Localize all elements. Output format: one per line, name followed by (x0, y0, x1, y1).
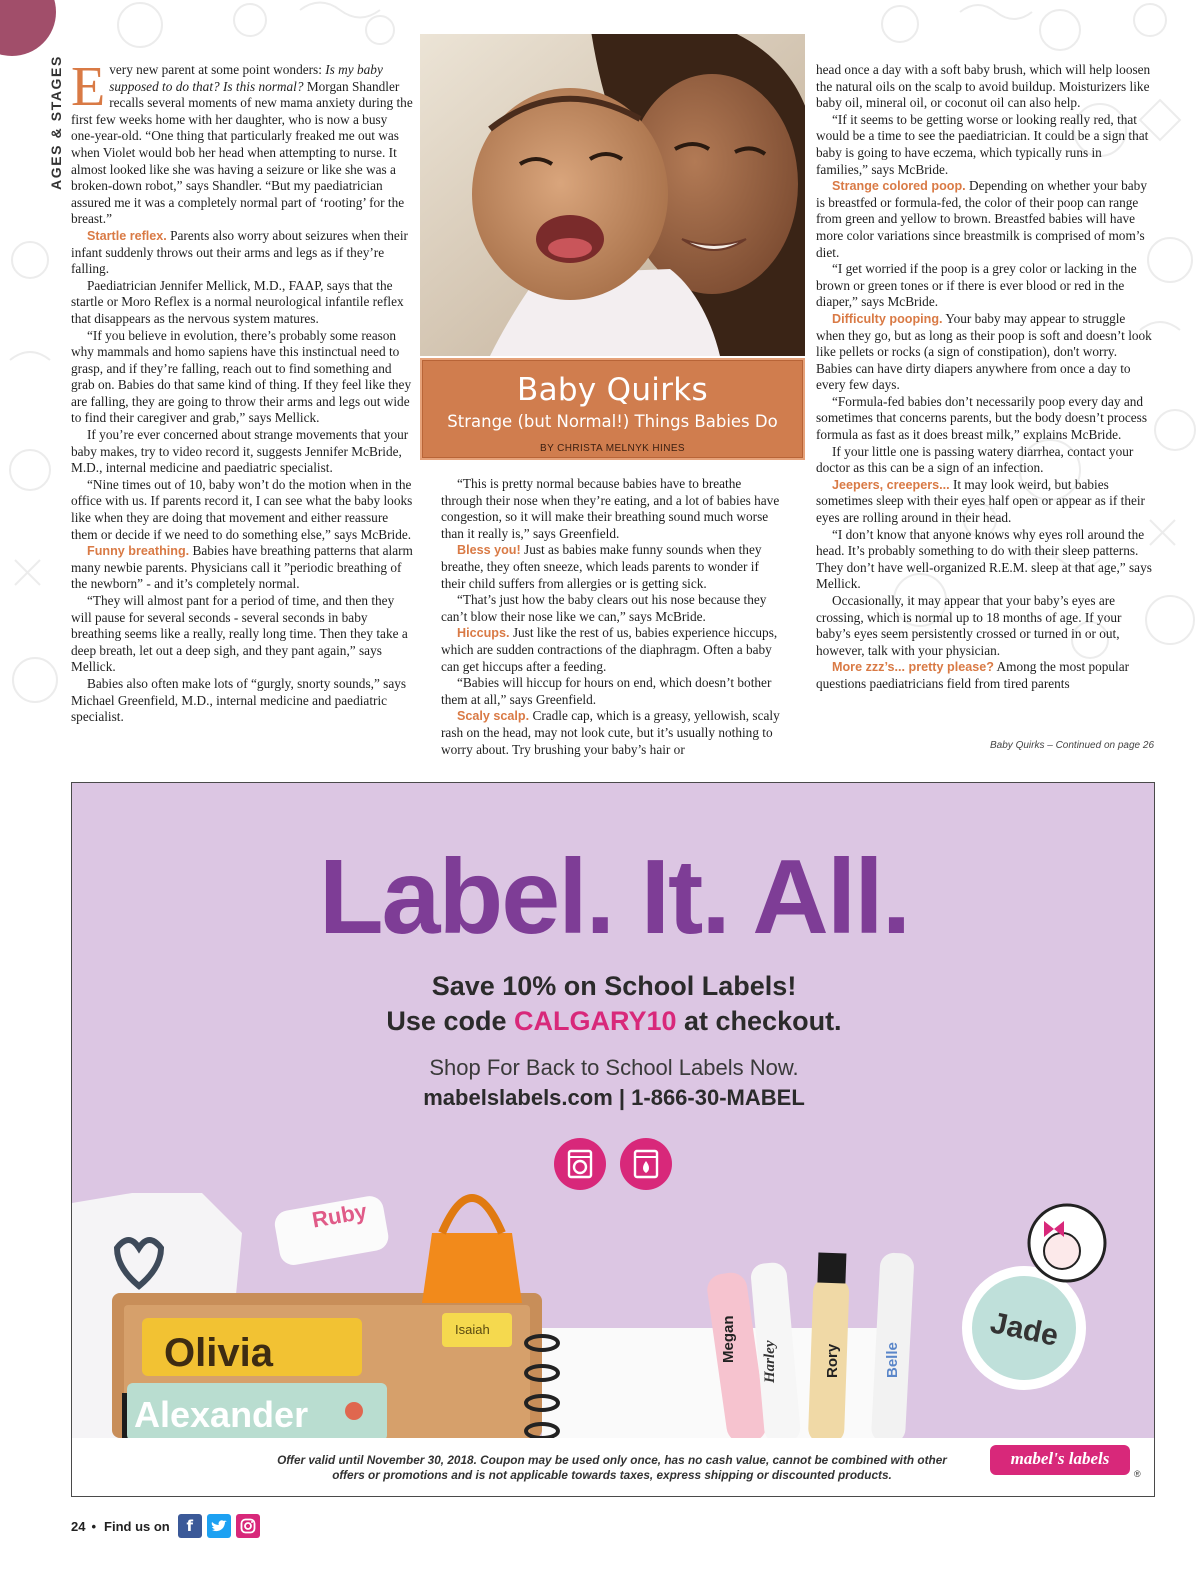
offer-disclaimer: Offer valid until November 30, 2018. Coupon may be used only once, has no cash value, cannot be combined with other offers or promotions and is not applicable towards taxes, express shipping or discounted products. (277, 1453, 947, 1482)
twitter-icon[interactable] (207, 1514, 231, 1538)
paragraph: Bless you! Just as babies make funny sounds when they breathe, they often sneeze, which leads parents to wonder if their child suffers from allergies or is getting sick. (441, 542, 762, 591)
find-us-label: Find us on (104, 1518, 170, 1534)
paragraph: Strange colored poop. Depending on whether your baby is breastfed or formula-fed, the color of their poop can range from green and yellow to brown. Breastfed babies will have more color variations since breastmilk is comprised of mom’s diet. (816, 178, 1147, 260)
subhead-funny-breathing: Funny breathing. (87, 544, 190, 559)
article-subtitle: Strange (but Normal!) Things Babies Do (447, 412, 778, 431)
article-title-box (420, 358, 805, 460)
dishwasher-icon (620, 1138, 672, 1190)
subhead-startle-reflex: Startle reflex. (87, 228, 167, 243)
paragraph: Funny breathing. Babies have breathing patterns that alarm many newbie parents. Physicians call it ”periodic breathing of the newborn” - and it’s completely normal. (71, 543, 413, 592)
label-harley: Harley (762, 1340, 778, 1383)
paragraph: Scaly scalp. Cradle cap, which is a greasy, yellowish, scaly rash on the head, may not look cute, but it’s usually nothing to worry about. Try brushing your baby’s hair or (441, 708, 780, 757)
drop-cap: E (71, 56, 106, 118)
ad-save-line: Save 10% on School Labels! (431, 971, 797, 1001)
paragraph: Occasionally, it may appear that your baby’s eyes are crossing, which is normal up to 18 months of age. If your baby’s eyes seem persistently crossed or turned in or out, however, talk with your physician. (816, 593, 1122, 658)
paragraph: “If you believe in evolution, there’s probably some reason why mammals and homo sapiens have this instinctual need to grasp, and if they’re falling, reach out to find something and grab on. Babies do that same kind of thing. If they feel like they are falling, they are going to throw their arms and legs out wide to find their caregiver and grab,” says Mellick. (71, 327, 412, 426)
paragraph: head once a day with a soft baby brush, which will help loosen the natural oils on the scalp to avoid buildup. Moisturizers like baby oil, mineral oil, or coconut oil can also help. (816, 62, 1151, 111)
footer-bullet: • (91, 1518, 97, 1534)
brand-name: mabel's labels (1010, 1449, 1110, 1468)
subhead-scaly-scalp: Scaly scalp. (457, 709, 530, 724)
subhead-hiccups: Hiccups. (457, 626, 510, 641)
article-title: Baby Quirks (517, 372, 708, 408)
registered-mark: ® (1134, 1469, 1141, 1479)
article-byline: BY CHRISTA MELNYK HINES (540, 443, 685, 454)
label-isaiah: Isaiah (455, 1322, 490, 1337)
instagram-icon[interactable] (236, 1514, 260, 1538)
label-ruby: Ruby (310, 1198, 369, 1233)
facebook-icon[interactable]: f (178, 1514, 202, 1538)
label-megan: Megan (720, 1315, 737, 1363)
paragraph: “Babies will hiccup for hours on end, which doesn’t bother them at all,” says Greenfield. (441, 675, 772, 707)
label-jade: Jade (987, 1306, 1062, 1353)
promo-code: CALGARY10 (513, 1006, 677, 1036)
mabels-labels-ad[interactable] (71, 782, 1155, 1497)
label-olivia: Olivia (164, 1331, 273, 1375)
hero-photo (420, 34, 805, 356)
subhead-strange-colored-poop: Strange colored poop. (832, 179, 966, 194)
paragraph: “If it seems to be getting worse or looking really red, that would be a time to see the paediatrician. It could be a sign that baby is going to have eczema, which typically runs in families,” says McBride. (816, 111, 1149, 177)
paragraph: If your little one is passing watery diarrhea, contact your doctor as this can be a sign of an infection. (816, 443, 1134, 476)
paragraph: More zzz’s... pretty please? Among the most popular questions paediatricians field from tired parents (816, 659, 1130, 691)
article-column-3 (816, 62, 1154, 693)
paragraph: “That’s just how the baby clears out his nose because they can’t blow their nose like we can,” says McBride. (441, 592, 767, 624)
mabels-labels-logo (990, 1439, 1140, 1479)
paragraph: “They will almost pant for a period of time, and then they will pause for several seconds - several seconds in baby breathing seems like a really, really long time. Then they take a deep breath, let out a deep sigh, and they pant again,” says Mellick. (71, 593, 408, 675)
continued-note: Baby Quirks – Continued on page 26 (990, 740, 1154, 751)
page-footer (71, 1512, 265, 1540)
paragraph: If you’re ever concerned about strange movements that your baby makes, try to video record it, suggests Jennifer McBride, M.D., internal medicine and paediatric specialist. (71, 427, 409, 476)
label-rory: Rory (824, 1343, 841, 1378)
article-column-1 (71, 56, 413, 726)
label-belle: Belle (884, 1342, 901, 1378)
subhead-jeepers-creepers: Jeepers, creepers... (832, 477, 950, 492)
subhead-bless-you: Bless you! (457, 543, 521, 558)
paragraph: “I get worried if the poop is a grey color or lacking in the brown or green tones or if there is ever blood or red in the diaper,” says McBride. (816, 261, 1137, 310)
label-alexander: Alexander (134, 1394, 309, 1435)
paragraph: “Nine times out of 10, baby won’t do the motion when in the office with us. If parents record it, I can see what the baby looks like when they are doing that movement and either reassure them or decide if we need to do something else,” says McBride. (71, 476, 413, 542)
paragraph: Jeepers, creepers... It may look weird, but babies sometimes sleep with their eyes half open or appear as if their eyes are rolling around in their head. (816, 476, 1145, 526)
paragraph: Paediatrician Jennifer Mellick, M.D., FAAP, says that the startle or Moro Reflex is a normal neurological infantile reflex that disappears as the nervous system matures. (71, 277, 404, 326)
ad-shop-line: Shop For Back to School Labels Now. (429, 1055, 799, 1080)
article-column-2 (441, 476, 783, 758)
mother-baby-illustration (420, 34, 805, 356)
paragraph: Hiccups. Just like the rest of us, babies experience hiccups, which are sudden contractions of the diaphragm. Often a baby can get hiccups after a feeding. (441, 625, 778, 674)
paragraph: “Formula-fed babies don’t necessarily poop every day and sometimes that concerns parents, but the body doesn’t process formula as fast as it does breast milk,” explains McBride. (816, 393, 1147, 443)
paragraph: “This is pretty normal because babies have to breathe through their nose when they’re eating, and a lot of babies have congestion, so it will make their breathing sound much worse than it really is,” says Greenfield. (441, 476, 780, 541)
page-number: 24 (71, 1518, 86, 1534)
paragraph: “I don’t know that anyone knows why eyes roll around the head. It’s probably something to do with their sleep patterns. They don’t have well-organized R.E.M. sleep at that age,” says Mellick. (816, 526, 1152, 592)
washer-icon (554, 1138, 606, 1190)
intro-paragraph: Every new parent at some point wonders: Is my baby supposed to do that? Is this normal? Morgan Shandler recalls several moments of new mama anxiety during the first few weeks home with her daughter, who is now a busy one-year-old. “One thing that particularly freaked me out was when Violet would bob her head when attempting to nurse. It almost looked like she was having a seizure or like she was a broken-down robot,” says Shandler. “But my paediatrician assured me it was a completely normal part of ‘rooting’ for the breast.” (71, 56, 413, 227)
paragraph: Babies also often make lots of “gurgly, snorty sounds,” says Michael Greenfield, M.D., internal medicine and paediatric specialist. (71, 675, 407, 725)
subhead-difficulty-pooping: Difficulty pooping. (832, 311, 943, 326)
paragraph: Difficulty pooping. Your baby may appear to struggle when they go, but as long as their poop is soft and doesn’t look like pellets or rocks (a sign of constipation), don't worry. Babies can have dirty diapers anywhere from once a day to every few days. (816, 310, 1152, 393)
ad-website-phone[interactable]: mabelslabels.com | 1-866-30-MABEL (423, 1085, 805, 1110)
ad-headline: Label. It. All. (318, 838, 910, 956)
subhead-more-zzzs: More zzz’s... pretty please? (832, 660, 994, 675)
paragraph: Startle reflex. Parents also worry about seizures when their infant suddenly throws out their arms and legs as if they’re falling. (71, 227, 408, 277)
ad-code-line: Use code CALGARY10 at checkout. (386, 1006, 842, 1036)
